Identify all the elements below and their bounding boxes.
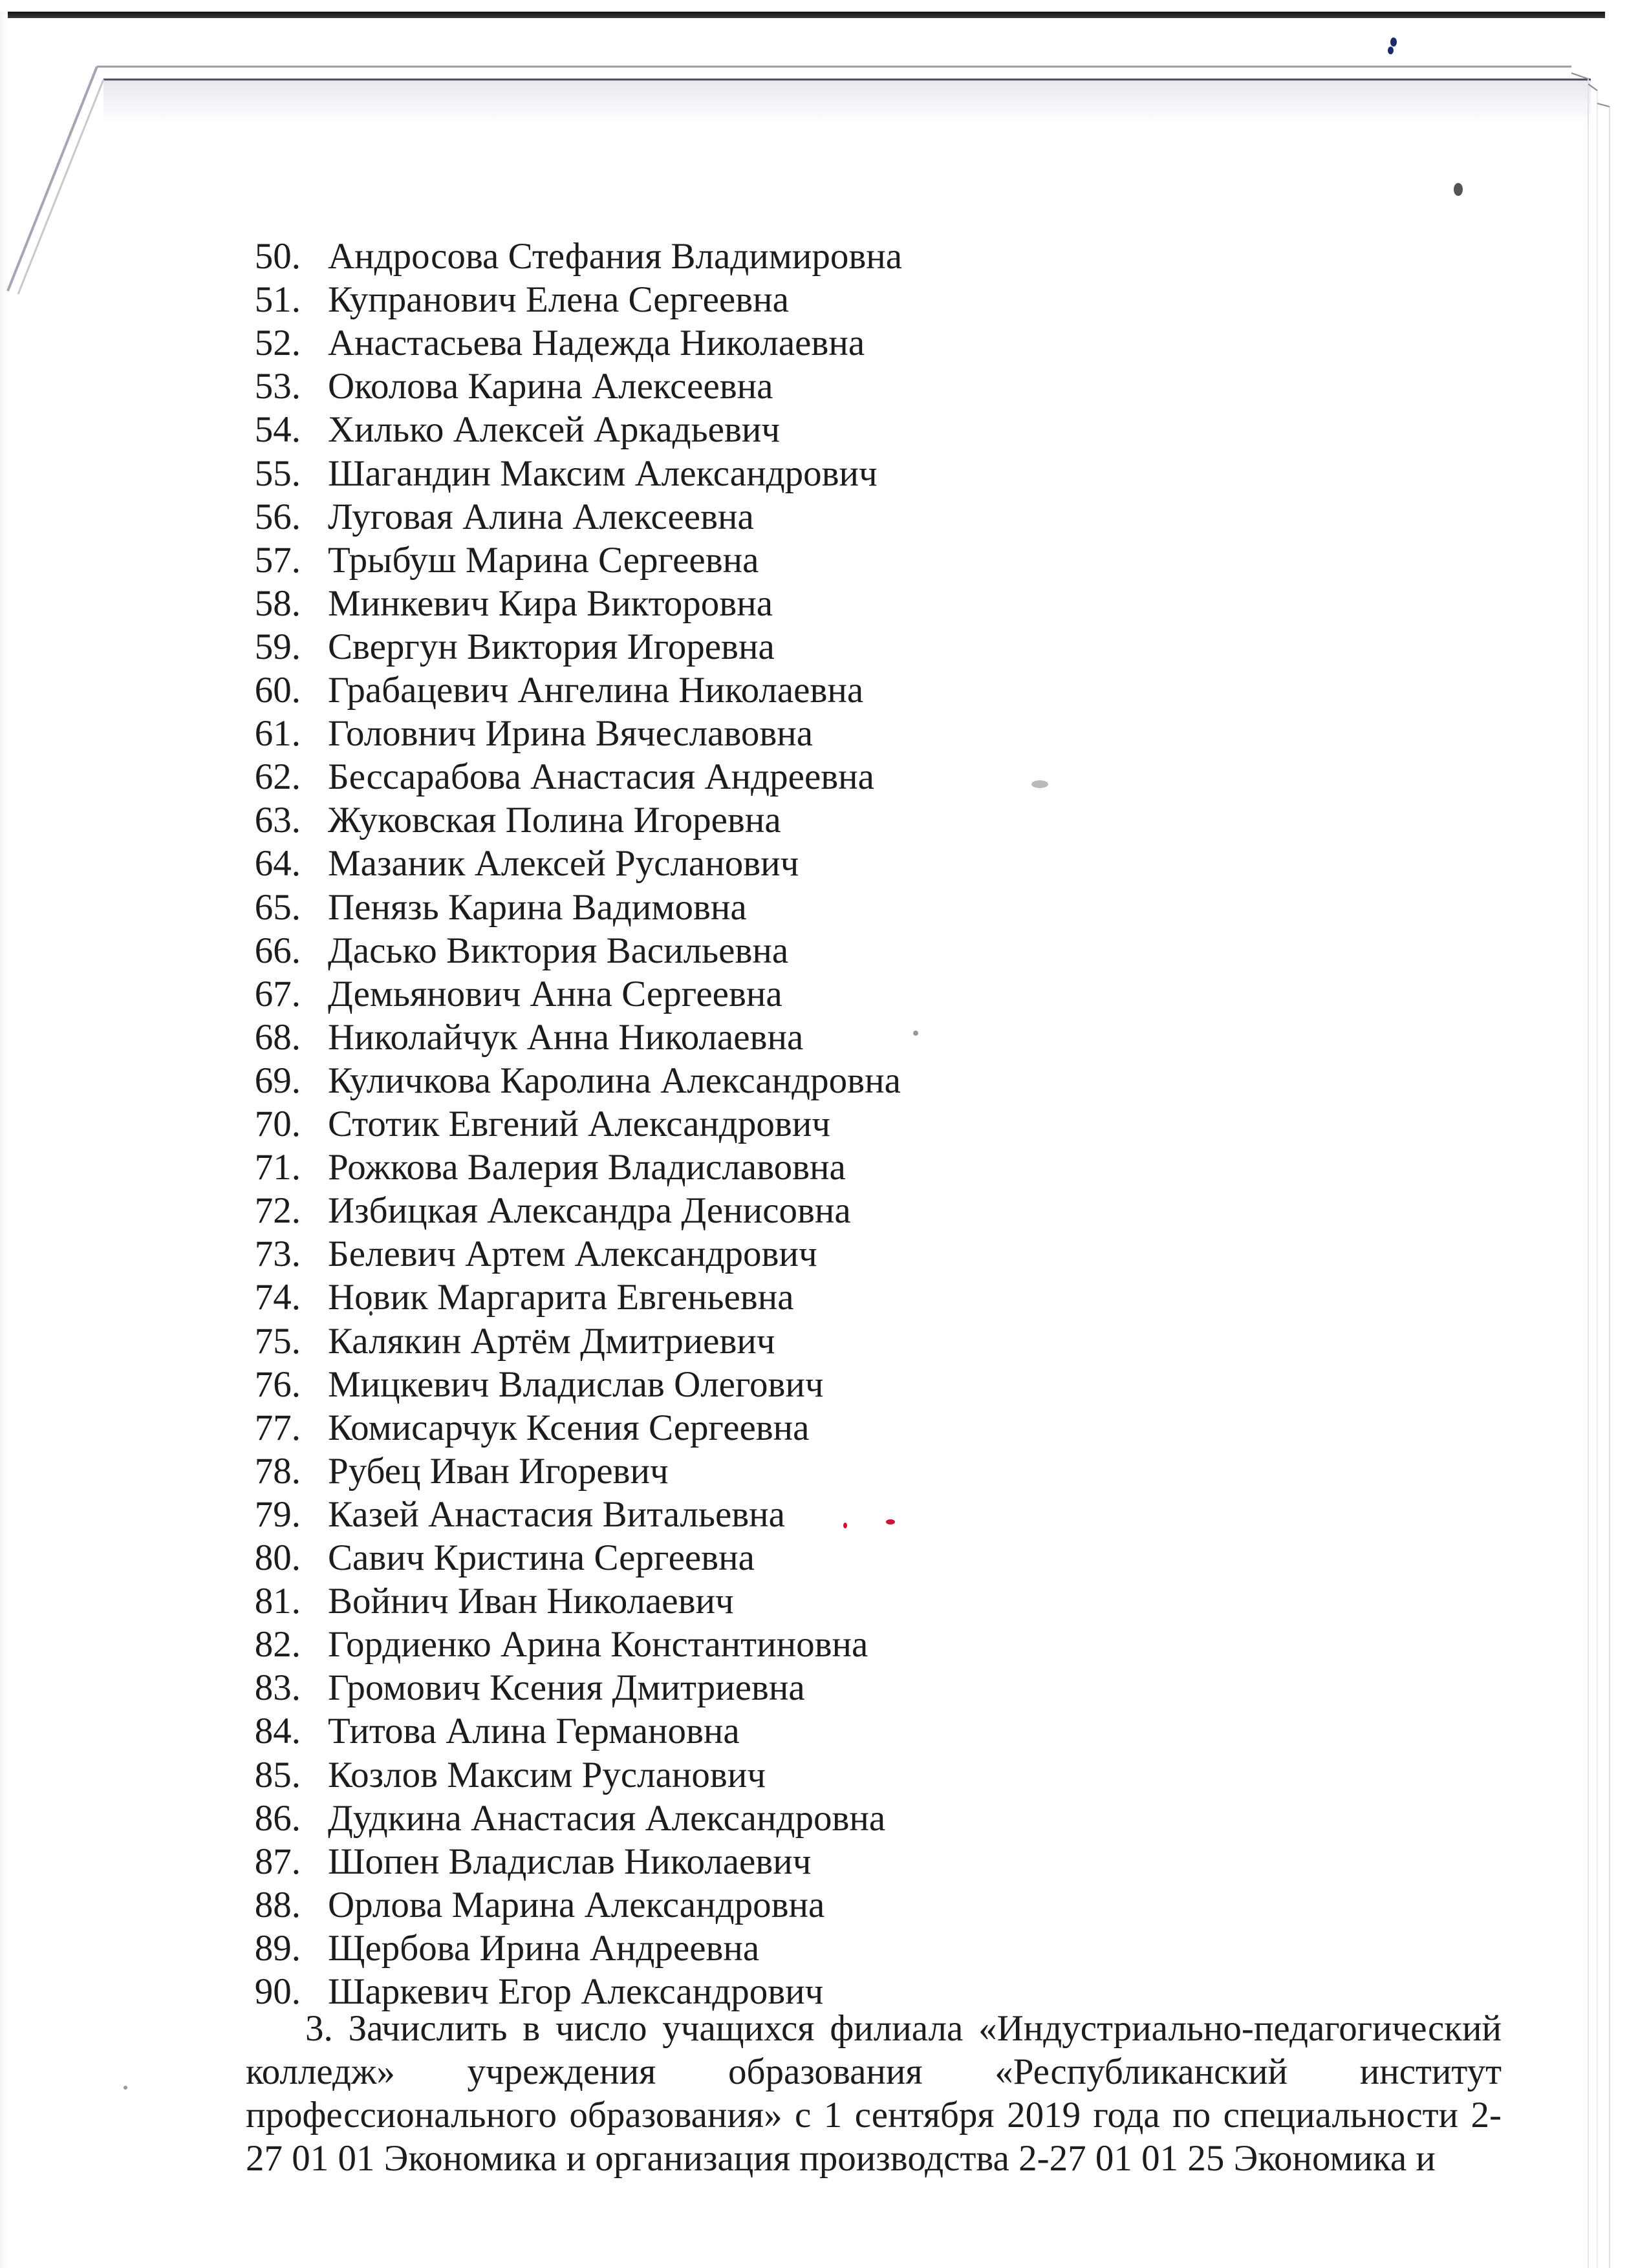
list-item-number: 85.	[254, 1754, 301, 1795]
list-item	[0, 1623, 1293, 1666]
list-item-number: 80.	[254, 1537, 301, 1578]
ink-speck	[124, 2086, 127, 2090]
list-item	[0, 712, 1293, 755]
list-item-name: Савич Кристина Сергеевна	[328, 1537, 755, 1578]
list-item	[0, 408, 1293, 451]
list-item-number: 65.	[254, 886, 301, 928]
list-item-number: 66.	[254, 930, 301, 971]
list-item-name: Грабацевич Ангелина Николаевна	[328, 670, 864, 711]
list-item-number: 90.	[254, 1971, 301, 2012]
list-item-number: 74.	[254, 1277, 301, 1318]
list-item	[0, 625, 1293, 669]
ink-speck	[1454, 183, 1463, 196]
list-item	[0, 1406, 1293, 1450]
list-item-name: Комисарчук Ксения Сергеевна	[328, 1407, 810, 1448]
list-item-name: Купранович Елена Сергеевна	[328, 279, 789, 321]
page-right-step-1	[1571, 73, 1588, 79]
list-item-number: 82.	[254, 1624, 301, 1665]
list-item-name: Избицкая Александра Денисовна	[328, 1190, 851, 1232]
list-item-name: Шаркевич Егор Александрович	[328, 1971, 824, 2012]
list-item-name: Рожкова Валерия Владиславовна	[328, 1147, 846, 1188]
list-item-number: 62.	[254, 756, 301, 798]
list-item	[0, 582, 1293, 625]
list-item	[0, 886, 1293, 929]
list-item-name: Новик Маргарита Евгеньевна	[328, 1277, 794, 1318]
list-item-number: 52.	[254, 323, 301, 364]
list-item-name: Казей Анастасия Витальевна	[328, 1493, 785, 1535]
list-item	[0, 1146, 1293, 1189]
list-item	[0, 842, 1293, 885]
list-item	[0, 1363, 1293, 1406]
list-item-number: 58.	[254, 583, 301, 624]
list-item-number: 67.	[254, 973, 301, 1014]
list-item	[0, 798, 1293, 842]
list-item	[0, 1709, 1293, 1753]
list-item-number: 84.	[254, 1711, 301, 1752]
list-item-name: Мицкевич Владислав Олегович	[328, 1364, 824, 1405]
scan-top-band	[8, 12, 1605, 18]
list-item	[0, 365, 1293, 408]
list-item-name: Пенязь Карина Вадимовна	[328, 886, 747, 928]
list-item-name: Дудкина Анастасия Александровна	[328, 1797, 886, 1839]
list-item-name: Дасько Виктория Васильевна	[328, 930, 789, 971]
ink-speck	[1388, 47, 1394, 54]
list-item-number: 68.	[254, 1016, 301, 1058]
list-item-number: 63.	[254, 800, 301, 841]
list-item-number: 56.	[254, 496, 301, 537]
list-item	[0, 1276, 1293, 1319]
list-item	[0, 1320, 1293, 1363]
list-item-number: 51.	[254, 279, 301, 321]
list-item-name: Стотик Евгений Александрович	[328, 1104, 831, 1144]
list-item	[0, 1232, 1293, 1276]
list-item	[0, 755, 1293, 798]
list-item-number: 87.	[254, 1841, 301, 1882]
list-item-number: 60.	[254, 670, 301, 711]
list-item-name: Околова Карина Алексеевна	[328, 366, 773, 407]
list-item	[0, 235, 1293, 278]
list-item-number: 88.	[254, 1884, 301, 1925]
list-item-number: 53.	[254, 366, 301, 407]
list-item-name: Козлов Максим Русланович	[328, 1754, 766, 1795]
list-item	[0, 1840, 1293, 1883]
list-item	[0, 1883, 1293, 1927]
list-item-name: Войнич Иван Николаевич	[328, 1581, 734, 1622]
list-item-number: 76.	[254, 1364, 301, 1405]
list-item-number: 71.	[254, 1147, 301, 1188]
list-item-number: 81.	[254, 1581, 301, 1622]
page-top-shade	[103, 80, 1591, 125]
list-item	[0, 1189, 1293, 1232]
list-item-number: 79.	[254, 1493, 301, 1535]
list-item-number: 83.	[254, 1667, 301, 1709]
list-item-name: Головнич Ирина Вячеславовна	[328, 713, 814, 754]
list-item-name: Минкевич Кира Викторовна	[328, 583, 773, 624]
list-item-name: Трыбуш Марина Сергеевна	[328, 539, 759, 581]
list-item-name: Щербова Ирина Андреевна	[328, 1927, 760, 1969]
list-item-name: Гордиенко Арина Константиновна	[328, 1624, 868, 1665]
list-item-name: Николайчук Анна Николаевна	[328, 1016, 804, 1058]
list-item	[0, 1102, 1293, 1146]
list-item-number: 86.	[254, 1797, 301, 1839]
list-item	[0, 539, 1293, 582]
list-item-name: Луговая Алина Алексеевна	[328, 496, 754, 537]
list-item-number: 57.	[254, 539, 301, 581]
list-item	[0, 1797, 1293, 1840]
list-item-name: Анастасьева Надежда Николаевна	[328, 323, 865, 364]
list-item	[0, 278, 1293, 321]
list-item	[0, 495, 1293, 539]
list-item-name: Громович Ксения Дмитриевна	[328, 1667, 805, 1709]
list-item	[0, 1666, 1293, 1709]
list-item-name: Шопен Владислав Николаевич	[328, 1841, 812, 1882]
list-item-number: 78.	[254, 1450, 301, 1492]
list-item-number: 89.	[254, 1927, 301, 1969]
list-item-number: 64.	[254, 843, 301, 884]
list-item	[0, 1016, 1293, 1059]
list-item-name: Мазаник Алексей Русланович	[328, 843, 799, 884]
list-item-number: 50.	[254, 236, 301, 277]
list-item-name: Калякин Артём Дмитриевич	[328, 1320, 775, 1362]
list-item-name: Свергун Виктория Игоревна	[328, 626, 775, 667]
list-item	[0, 452, 1293, 495]
list-item-number: 75.	[254, 1320, 301, 1362]
list-item	[0, 1927, 1293, 1970]
list-item-number: 70.	[254, 1104, 301, 1144]
list-item	[0, 1753, 1293, 1797]
list-item	[0, 1450, 1293, 1493]
list-item-name: Белевич Артем Александрович	[328, 1234, 817, 1275]
list-item	[0, 321, 1293, 365]
list-item-name: Бессарабова Анастасия Андреевна	[328, 756, 874, 798]
list-item	[0, 972, 1293, 1016]
list-item-name: Куличкова Каролина Александровна	[328, 1060, 901, 1101]
list-item-number: 54.	[254, 409, 301, 451]
list-item-name: Орлова Марина Александровна	[328, 1884, 825, 1925]
list-item-number: 77.	[254, 1407, 301, 1448]
list-item-name: Шагандин Максим Александрович	[328, 453, 878, 494]
list-item-name: Рубец Иван Игоревич	[328, 1450, 669, 1492]
list-item-number: 73.	[254, 1234, 301, 1275]
list-item	[0, 1059, 1293, 1102]
list-item	[0, 669, 1293, 712]
list-item-name: Жуковская Полина Игоревна	[328, 800, 781, 841]
order-paragraph-3: 3. Зачислить в число учащихся филиала «Индустриально-педагогический колледж» учреждения образования «Республиканский институт профессионального образования» с 1 сентября 2019 года по специальности 2-27 01 01 Экономика и организация производства 2-27 01 01 25 Экономика и	[246, 2008, 1502, 2179]
ink-speck	[1390, 37, 1397, 47]
list-item-number: 59.	[254, 626, 301, 667]
list-item-name: Демьянович Анна Сергеевна	[328, 973, 782, 1014]
list-item-name: Андросова Стефания Владимировна	[328, 236, 903, 277]
list-item	[0, 929, 1293, 972]
list-item	[0, 1536, 1293, 1579]
list-item-number: 72.	[254, 1190, 301, 1232]
list-item-number: 55.	[254, 453, 301, 494]
page-right-step-3	[1597, 103, 1610, 107]
list-item-number: 61.	[254, 713, 301, 754]
list-item	[0, 1493, 1293, 1536]
list-item	[0, 1579, 1293, 1623]
list-item-number: 69.	[254, 1060, 301, 1101]
list-item-name: Хилько Алексей Аркадьевич	[328, 409, 781, 451]
list-item-name: Титова Алина Германовна	[328, 1711, 740, 1752]
